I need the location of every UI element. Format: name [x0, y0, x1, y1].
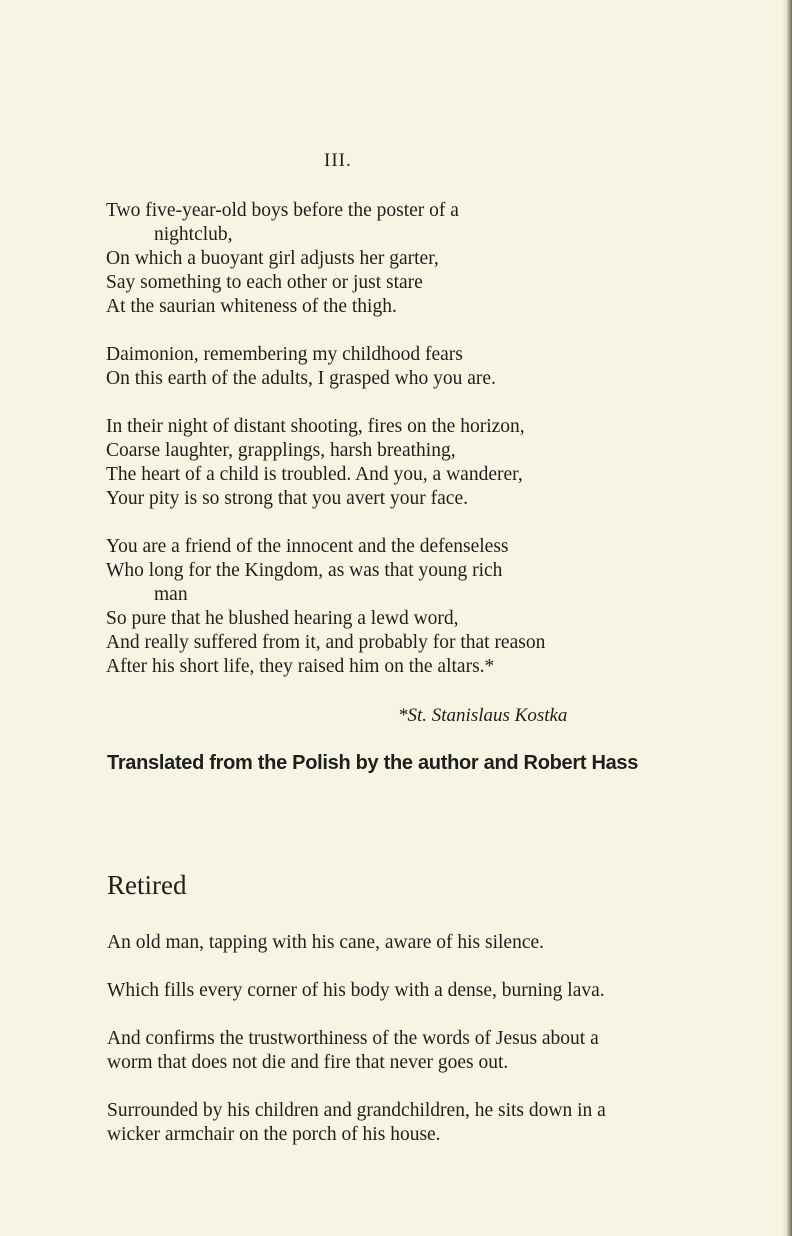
poem-line: nightclub, [154, 224, 233, 245]
stanza [106, 199, 646, 319]
poem-line: Coarse laughter, grapplings, harsh breathing, [106, 440, 456, 461]
poem-line: After his short life, they raised him on the altars.* [106, 656, 495, 677]
paragraph-line: worm that does not die and fire that never goes out. [107, 1052, 509, 1073]
stanza [106, 535, 646, 679]
poem-line: Daimonion, remembering my childhood fears [106, 344, 463, 365]
paragraph-line: And confirms the trustworthiness of the words of Jesus about a [107, 1028, 599, 1049]
poem-title-retired: Retired [107, 870, 187, 900]
poem-line: In their night of distant shooting, fires on the horizon, [106, 416, 525, 437]
stanza [106, 415, 646, 511]
paragraph [107, 979, 687, 1003]
paragraph [107, 1027, 687, 1075]
poem-line: Two five-year-old boys before the poster of a [106, 200, 459, 221]
poem-line: So pure that he blushed hearing a lewd word, [106, 608, 459, 629]
poem-line: Say something to each other or just stare [106, 272, 423, 293]
poem-body [106, 199, 646, 703]
page-edge-shadow [780, 0, 792, 1236]
poem-line: Who long for the Kingdom, as was that young rich [106, 560, 503, 581]
footnote: *St. Stanislaus Kostka [398, 705, 568, 726]
paragraph-line: An old man, tapping with his cane, aware of his silence. [107, 932, 545, 953]
stanza [106, 343, 646, 391]
poem-line: The heart of a child is troubled. And you, a wanderer, [106, 464, 523, 485]
section-number: III. [324, 150, 352, 171]
poem-line: man [154, 584, 188, 605]
paragraph-line: Which fills every corner of his body with a dense, burning lava. [107, 980, 605, 1001]
poem-line: And really suffered from it, and probably for that reason [106, 632, 546, 653]
prose-poem-body [107, 931, 687, 1171]
poem-line: On this earth of the adults, I grasped who you are. [106, 368, 496, 389]
poem-line: At the saurian whiteness of the thigh. [106, 296, 397, 317]
paragraph [107, 1099, 687, 1147]
poem-line: On which a buoyant girl adjusts her garter, [106, 248, 439, 269]
poem-line: You are a friend of the innocent and the defenseless [106, 536, 509, 557]
poem-line: Your pity is so strong that you avert your face. [106, 488, 468, 509]
paragraph-line: Surrounded by his children and grandchildren, he sits down in a [107, 1100, 606, 1121]
paragraph-line: wicker armchair on the porch of his house. [107, 1124, 441, 1145]
translation-credit: Translated from the Polish by the author and Robert Hass [107, 752, 639, 774]
paragraph [107, 931, 687, 955]
